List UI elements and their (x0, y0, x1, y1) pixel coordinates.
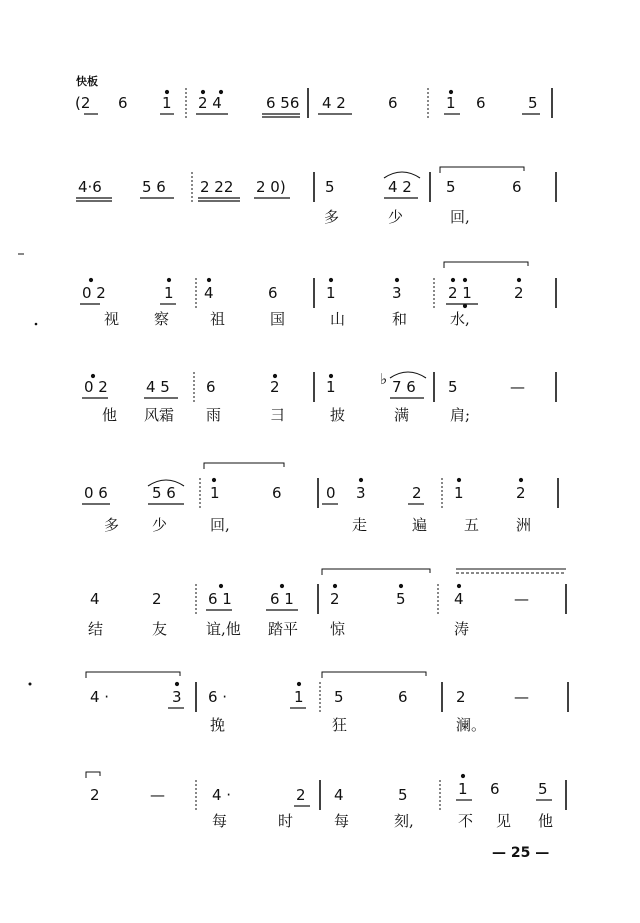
note: 2 22 (200, 178, 234, 196)
lyric: 友 (152, 620, 168, 638)
slur-bracket (322, 569, 430, 575)
note: 1 (458, 780, 468, 798)
dash: — (150, 786, 165, 804)
note: 2 (90, 786, 100, 804)
slur-bracket (322, 672, 426, 678)
note: 5 (528, 94, 538, 112)
lyric: 山 (330, 310, 346, 328)
note: 4 (204, 284, 214, 302)
lyric: 不 (458, 812, 474, 830)
note: 1 (326, 284, 336, 302)
tempo-marking: 快板 (76, 75, 98, 88)
note: 6 (272, 484, 282, 502)
note: 0 2 (82, 284, 106, 302)
lyric: 遍 (412, 516, 428, 534)
note: 5 (398, 786, 408, 804)
note: 2 0) (256, 178, 286, 196)
octave-dot (167, 278, 170, 281)
lyric: 走 (352, 516, 368, 534)
lyric: 时 (278, 812, 294, 830)
octave-dot (175, 682, 178, 685)
octave-dot (280, 584, 283, 587)
note: 6 1 (270, 590, 294, 608)
lyric: 挽 (210, 716, 226, 734)
note: 4 · (212, 786, 232, 804)
note: 4 2 (322, 94, 346, 112)
note: 2 (456, 688, 466, 706)
note: 0 (326, 484, 336, 502)
page-number: — 25 — (492, 845, 550, 861)
note: 4 (454, 590, 464, 608)
note: 5 (396, 590, 406, 608)
lyric: 少 (152, 516, 168, 534)
note: 2 (270, 378, 280, 396)
note: 5 6 (152, 484, 176, 502)
note: 4 · (90, 688, 110, 706)
lyric: 和 (392, 310, 408, 328)
note: (2 (75, 94, 91, 112)
note: 2 (412, 484, 422, 502)
octave-dot (517, 278, 520, 281)
lyric: 涛 (454, 620, 470, 638)
lyric: 刻, (394, 812, 414, 830)
note: 6 (118, 94, 128, 112)
note: 2 (514, 284, 524, 302)
lyric: 回, (210, 516, 230, 534)
note: 5 6 (142, 178, 166, 196)
flat-sign: ♭ (380, 370, 388, 388)
lyric: 五 (464, 516, 480, 534)
note: 6 (512, 178, 522, 196)
lyric: 狂 (332, 716, 348, 734)
note: 6 (268, 284, 278, 302)
lyric: 肩; (450, 406, 471, 424)
note: 3 (392, 284, 402, 302)
note: 5 (325, 178, 335, 196)
note: 3 (172, 688, 182, 706)
lyric: 他 (102, 406, 118, 424)
lyric: 每 (212, 812, 228, 830)
octave-dot (333, 584, 336, 587)
note: 6 (490, 780, 500, 798)
octave-dot (461, 774, 464, 777)
octave-dot (457, 584, 460, 587)
note: 6 1 (208, 590, 232, 608)
note: 1 (162, 94, 172, 112)
note: 6 (398, 688, 408, 706)
note: 6 · (208, 688, 228, 706)
lyric: 风霜 (144, 406, 175, 424)
octave-dot (329, 278, 332, 281)
lyric: 国 (270, 310, 286, 328)
note: 6 56 (266, 94, 300, 112)
note: 1 (210, 484, 220, 502)
lyric: 多 (324, 208, 340, 226)
note: 1 (326, 378, 336, 396)
note: 4 (90, 590, 100, 608)
lyric: 他 (538, 812, 554, 830)
note: 5 (538, 780, 548, 798)
note: 2 1 (448, 284, 472, 302)
slur-bracket (86, 772, 100, 778)
note: 2 4 (198, 94, 222, 112)
lyric: 满 (394, 406, 410, 424)
lyric: 视 (104, 310, 120, 328)
slur-bracket (86, 672, 180, 678)
slur-bracket (440, 167, 524, 173)
lyric: 谊,他 (206, 620, 241, 638)
note: 3 (356, 484, 366, 502)
lyric: 回, (450, 208, 470, 226)
slur-bracket (444, 262, 528, 268)
note: 6 (206, 378, 216, 396)
note: 1 (446, 94, 456, 112)
note: 7 6 (392, 378, 416, 396)
lyric: 水, (450, 310, 470, 328)
lyric: 见 (496, 812, 512, 830)
lyric: 澜。 (456, 716, 487, 734)
note: 5 (448, 378, 458, 396)
octave-dot (519, 478, 522, 481)
note: 0 6 (84, 484, 108, 502)
octave-dot (212, 478, 215, 481)
octave-dot (89, 278, 92, 281)
lyric: 洲 (516, 516, 532, 534)
note: 5 (334, 688, 344, 706)
lyric: 雨 (206, 406, 222, 424)
note: 2 (516, 484, 526, 502)
octave-dot (207, 278, 210, 281)
dash: — (510, 378, 525, 396)
lyric: 少 (388, 208, 404, 226)
lyric: 多 (104, 516, 120, 534)
margin-mark (29, 683, 31, 685)
dash: — (514, 688, 529, 706)
octave-dot (399, 584, 402, 587)
margin-mark (35, 323, 37, 325)
octave-dot (359, 478, 362, 481)
note: 1 (294, 688, 304, 706)
octave-dot (463, 278, 466, 281)
lyric: 每 (334, 812, 350, 830)
octave-dot (395, 278, 398, 281)
lyric: 祖 (210, 310, 226, 328)
note: 5 (446, 178, 456, 196)
note: 4 5 (146, 378, 170, 396)
note: 4 2 (388, 178, 412, 196)
note: 4 (334, 786, 344, 804)
note: 2 (152, 590, 162, 608)
octave-dot (297, 682, 300, 685)
note: 1 (454, 484, 464, 502)
note: 4·6 (78, 178, 102, 196)
lyric: 披 (330, 406, 346, 424)
note: 6 (388, 94, 398, 112)
dash: — (514, 590, 529, 608)
note: 2 (296, 786, 306, 804)
note: 6 (476, 94, 486, 112)
lyric: 踏平 (268, 620, 299, 638)
octave-dot (457, 478, 460, 481)
lyric: 彐 (270, 406, 286, 424)
lyric: 结 (88, 620, 104, 638)
slur-bracket (204, 463, 284, 469)
note: 2 (330, 590, 340, 608)
note: 1 (164, 284, 174, 302)
lyric: 惊 (330, 620, 346, 638)
octave-dot (451, 278, 454, 281)
octave-dot (219, 584, 222, 587)
lyric: 察 (154, 310, 170, 328)
octave-dot (463, 304, 466, 307)
note: 0 2 (84, 378, 108, 396)
